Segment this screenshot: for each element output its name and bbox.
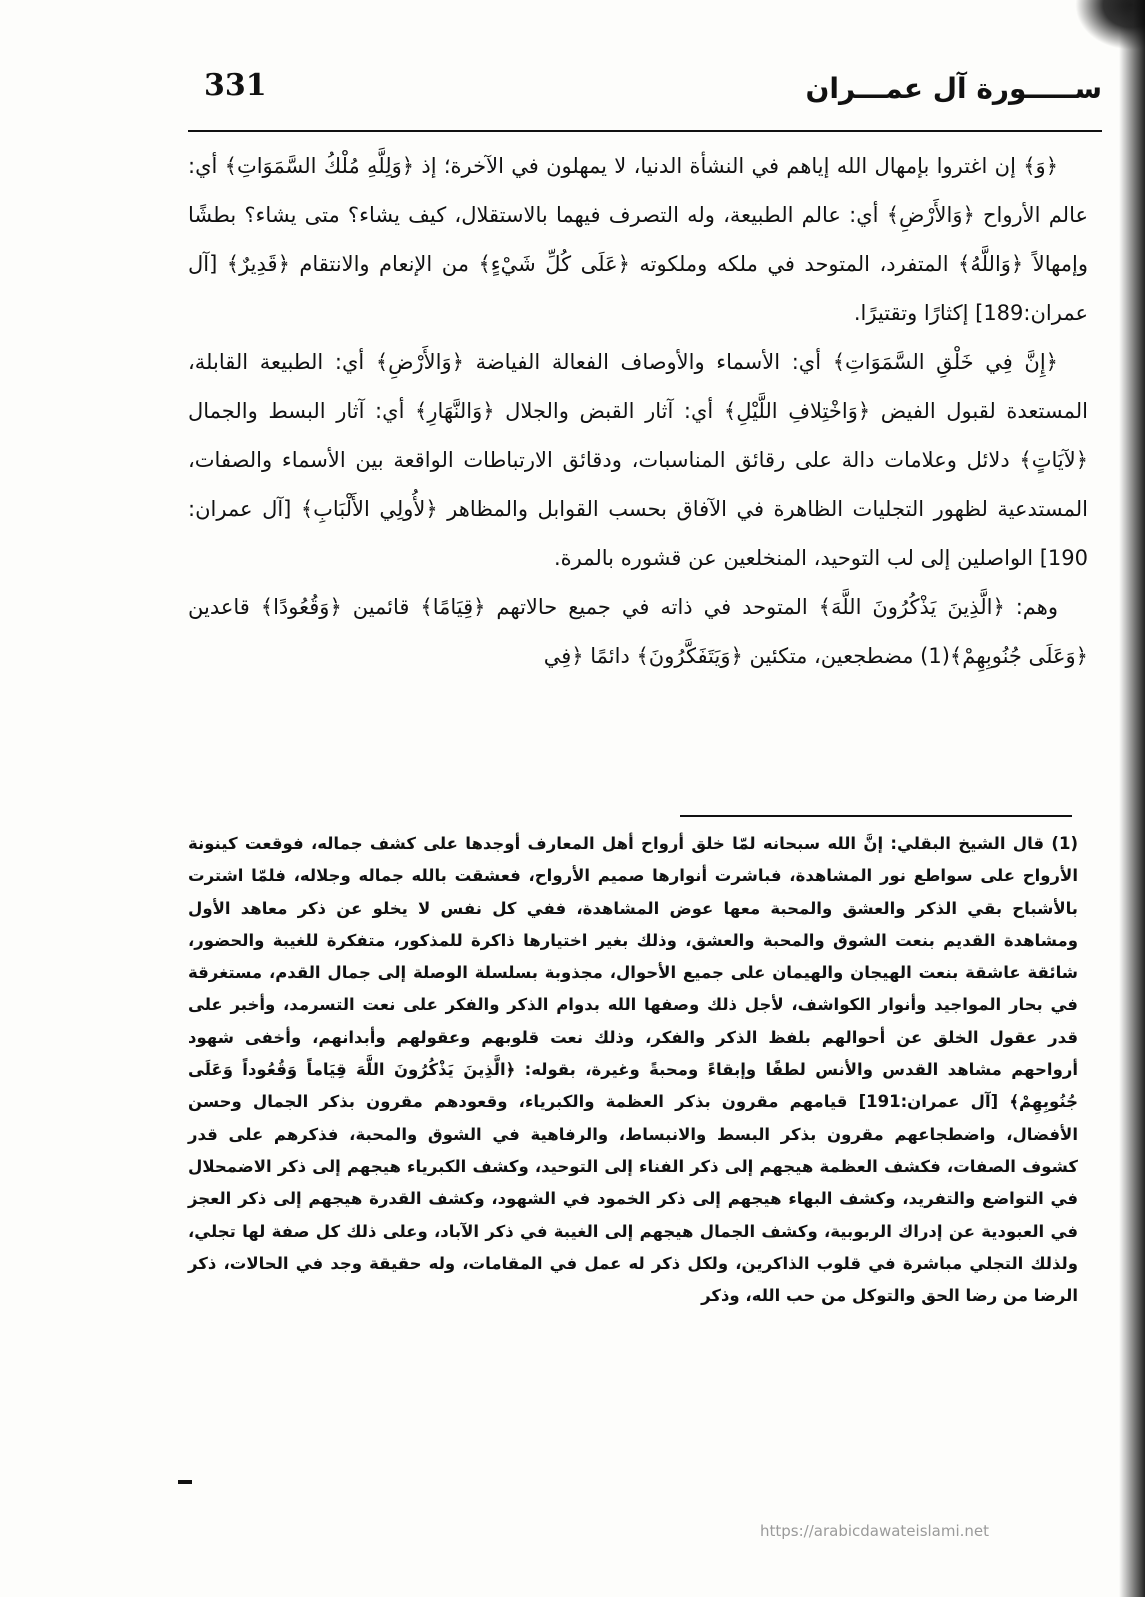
footnote-paragraph (188, 828, 1078, 1312)
bottom-dash-mark (178, 1480, 192, 1484)
page-number: 331 (204, 68, 267, 103)
footnote-text: قال الشيخ البقلي: إنَّ الله سبحانه لمّا خلق أرواح أهل المعارف أوجدها على كشف جماله، فوقعت كينونة الأرواح على سواطع نور المشاهدة، فباشرت أنوارها صميم الأرواح، فعشقت بالله جماله وجلاله، فلمّا اشترت بالأشباح بقي الذكر والعشق والمحبة معها عوض المشاهدة، ففي كل نفس لا يخلو عن ذكر معاهد الأول ومشاهدة القديم بنعت الشوق والمحبة والعشق، وذلك بغير اختيارها ذاكرة للمذكور، متفكرة للغيبة والحضور، شائقة عاشقة بنعت الهيجان والهيمان على جميع الأحوال، مجذوبة بسلسلة الوصلة إلى جمال القدم، مستغرقة في بحار المواجيد وأنوار الكواشف، لأجل ذلك وصفها الله بدوام الذكر والفكر على نعت التسرمد، وأخبر على قدر عقول الخلق عن أحوالهم بلفظ الذكر والفكر، وذلك نعت قلوبهم وعقولهم وأبدانهم، وأخفى شهود أرواحهم مشاهد القدس والأنس لطفًا وإبقاءً ومحبةً وغيرة، بقوله: ﴿الَّذِينَ يَذْكُرُونَ اللَّهَ قِيَاماً وَقُعُوداً وَعَلَى جُنُوبِهِمْ﴾ [آل عمران:191] قيامهم مقرون بذكر العظمة والكبرياء، وقعودهم مقرون بذكر الجمال وحسن الأفضال، واضطجاعهم مقرون بذكر البسط والانبساط، والرفاهية في الشوق والمحبة، فذكرهم على قدر كشوف الصفات، فكشف العظمة هيجهم إلى ذكر الفناء إلى التوحيد، وكشف الكبرياء هيجهم إلى ذكر الاضمحلال في التواضع والتفريد، وكشف البهاء هيجهم إلى ذكر الخمود في الشهود، وكشف القدرة هيجهم إلى ذكر العجز في العبودية عن إدراك الربوبية، وكشف الجمال هيجهم إلى الغيبة في ذكر الآباد، وعلى ذلك كل صفة لها تجلي، ولذلك التجلي مباشرة في قلوب الذاكرين، ولكل ذكر له عمل في المقامات، وله حقيقة وجد في الحالات، ذكر الرضا من رضا الحق والتوكل من حب الله، وذكر (188, 834, 1078, 1306)
scan-edge-shadow (1119, 0, 1145, 1597)
main-text (188, 142, 1088, 681)
paragraph: وهم: ﴿الَّذِينَ يَذْكُرُونَ اللَّهَ﴾ المتوحد في ذاته في جميع حالاتهم ﴿قِيَامًا﴾ قائمين ﴿وَقُعُودًا﴾ قاعدين ﴿وَعَلَى جُنُوبِهِمْ﴾(1) مضطجعين، متكئين ﴿وَيَتَفَكَّرُونَ﴾ دائمًا ﴿فِي (188, 595, 1088, 668)
footnote (188, 828, 1078, 1312)
page-header (188, 60, 1102, 130)
header-divider (188, 130, 1102, 132)
footnote-marker: (1) (1051, 834, 1078, 853)
paragraph: ﴿إِنَّ فِي خَلْقِ السَّمَوَاتِ﴾ أي: الأسماء والأوصاف الفعالة الفياضة ﴿وَالأَرْضِ﴾ أي: الطبيعة القابلة، المستعدة لقبول الفيض ﴿وَاخْتِلافِ اللَّيْلِ﴾ أي: آثار القبض والجلال ﴿وَالنَّهَارِ﴾ أي: آثار البسط والجمال ﴿لآيَاتٍ﴾ دلائل وعلامات دالة على رقائق المناسبات، ودقائق الارتباطات الواقعة بين الأسماء والصفات، المستدعية لظهور التجليات الظاهرة في الآفاق بحسب القوابل والمظاهر ﴿لأُولِي الأَلْبَابِ﴾ [آل عمران: 190] الواصلين إلى لب التوحيد، المنخلعين عن قشوره بالمرة. (188, 350, 1088, 570)
watermark-url: https://arabicdawateislami.net (760, 1522, 990, 1540)
paragraph: ﴿وَ﴾ إن اغتروا بإمهال الله إياهم في النشأة الدنيا، لا يمهلون في الآخرة؛ إذ ﴿وَلِلَّهِ مُلْكُ السَّمَوَاتِ﴾ أي: عالم الأرواح ﴿وَالأَرْضِ﴾ أي: عالم الطبيعة، وله التصرف فيهما بالاستقلال، كيف يشاء؟ متى يشاء؟ بطشًا وإمهالاً ﴿وَاللَّهُ﴾ المتفرد، المتوحد في ملكه وملكوته ﴿عَلَى كُلِّ شَيْءٍ﴾ من الإنعام والانتقام ﴿قَدِيرٌ﴾ [آل عمران:189] إكثارًا وتقتيرًا. (188, 154, 1088, 325)
footnote-divider (680, 815, 1072, 817)
surah-title: ســـــورة آل عمـــران (805, 72, 1102, 105)
